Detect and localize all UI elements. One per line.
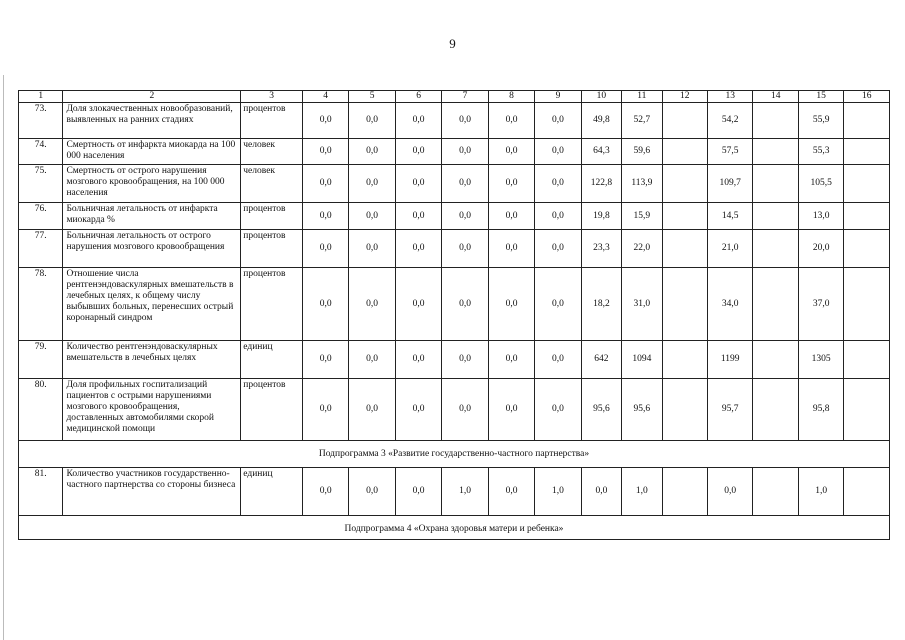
value-cell — [753, 139, 798, 165]
value-cell: 0,0 — [395, 268, 441, 341]
table-row — [19, 468, 890, 516]
column-number: 6 — [395, 91, 441, 103]
value-cell: 0,0 — [302, 203, 348, 230]
value-cell: 0,0 — [349, 341, 395, 379]
value-cell: 15,9 — [622, 203, 662, 230]
value-cell — [662, 165, 707, 203]
value-cell: 95,8 — [798, 379, 843, 441]
value-cell: 57,5 — [708, 139, 753, 165]
value-cell: 0,0 — [488, 379, 534, 441]
column-number: 14 — [753, 91, 798, 103]
value-cell: 0,0 — [395, 230, 441, 268]
value-cell: 0,0 — [488, 468, 534, 516]
column-number: 8 — [488, 91, 534, 103]
unit: единиц — [241, 341, 303, 379]
value-cell: 0,0 — [535, 268, 581, 341]
column-number: 1 — [19, 91, 63, 103]
value-cell — [753, 468, 798, 516]
value-cell: 122,8 — [581, 165, 621, 203]
table-row — [19, 139, 890, 165]
value-cell — [662, 139, 707, 165]
value-cell: 95,6 — [581, 379, 621, 441]
value-cell: 0,0 — [395, 203, 441, 230]
unit: процентов — [241, 230, 303, 268]
column-number: 7 — [442, 91, 488, 103]
value-cell: 0,0 — [535, 139, 581, 165]
value-cell: 55,9 — [798, 103, 843, 139]
value-cell: 18,2 — [581, 268, 621, 341]
value-cell — [662, 341, 707, 379]
value-cell: 0,0 — [488, 103, 534, 139]
value-cell — [753, 379, 798, 441]
value-cell — [844, 203, 890, 230]
indicator-name: Больничная летальность от инфаркта миокарда % — [63, 203, 241, 230]
value-cell: 0,0 — [395, 103, 441, 139]
indicator-name: Доля профильных госпитализаций пациентов с острыми нарушениями мозгового кровообращения, доставленных автомобилями скорой медицинской помощи — [63, 379, 241, 441]
unit: процентов — [241, 103, 303, 139]
value-cell: 0,0 — [488, 165, 534, 203]
value-cell — [662, 230, 707, 268]
value-cell — [844, 139, 890, 165]
table-row — [19, 268, 890, 341]
subprogram-row — [19, 441, 890, 468]
value-cell: 0,0 — [535, 379, 581, 441]
value-cell: 0,0 — [302, 103, 348, 139]
indicator-name: Отношение числа рентгенэндоваскулярных вмешательств в лечебных целях, к общему числу выбывших больных, перенесших острый коронарный синдром — [63, 268, 241, 341]
value-cell: 0,0 — [395, 379, 441, 441]
column-number: 13 — [708, 91, 753, 103]
left-margin-rule — [3, 75, 4, 640]
subprogram-title: Подпрограмма 3 «Развитие государственно-частного партнерства» — [19, 441, 890, 468]
indicator-name: Больничная летальность от острого нарушения мозгового кровообращения — [63, 230, 241, 268]
indicator-name: Смертность от инфаркта миокарда на 100 000 населения — [63, 139, 241, 165]
value-cell: 1,0 — [798, 468, 843, 516]
column-number: 2 — [63, 91, 241, 103]
column-number: 11 — [622, 91, 662, 103]
value-cell: 0,0 — [349, 103, 395, 139]
value-cell — [844, 103, 890, 139]
column-numbers-row — [19, 91, 890, 103]
value-cell — [662, 379, 707, 441]
unit: единиц — [241, 468, 303, 516]
value-cell — [753, 203, 798, 230]
value-cell — [753, 268, 798, 341]
row-number: 78. — [19, 268, 63, 341]
value-cell: 0,0 — [349, 165, 395, 203]
value-cell: 95,7 — [708, 379, 753, 441]
indicator-name: Количество рентгенэндоваскулярных вмешательств в лечебных целях — [63, 341, 241, 379]
value-cell — [844, 379, 890, 441]
value-cell — [753, 341, 798, 379]
value-cell: 0,0 — [395, 165, 441, 203]
value-cell — [753, 165, 798, 203]
table-row — [19, 230, 890, 268]
row-number: 77. — [19, 230, 63, 268]
value-cell: 13,0 — [798, 203, 843, 230]
column-number: 10 — [581, 91, 621, 103]
value-cell: 0,0 — [349, 203, 395, 230]
value-cell — [844, 230, 890, 268]
value-cell: 0,0 — [488, 230, 534, 268]
value-cell: 0,0 — [302, 468, 348, 516]
value-cell: 64,3 — [581, 139, 621, 165]
value-cell: 0,0 — [535, 230, 581, 268]
value-cell — [844, 165, 890, 203]
table-row — [19, 341, 890, 379]
value-cell: 0,0 — [442, 139, 488, 165]
row-number: 80. — [19, 379, 63, 441]
value-cell: 23,3 — [581, 230, 621, 268]
value-cell: 0,0 — [708, 468, 753, 516]
subprogram-title: Подпрограмма 4 «Охрана здоровья матери и ребенка» — [19, 516, 890, 540]
value-cell: 105,5 — [798, 165, 843, 203]
unit: человек — [241, 165, 303, 203]
value-cell — [753, 103, 798, 139]
value-cell: 0,0 — [349, 268, 395, 341]
row-number: 75. — [19, 165, 63, 203]
value-cell: 0,0 — [302, 139, 348, 165]
value-cell: 49,8 — [581, 103, 621, 139]
column-number: 12 — [662, 91, 707, 103]
value-cell: 0,0 — [442, 103, 488, 139]
value-cell — [844, 468, 890, 516]
column-number: 9 — [535, 91, 581, 103]
value-cell: 0,0 — [488, 139, 534, 165]
column-number: 15 — [798, 91, 843, 103]
value-cell: 22,0 — [622, 230, 662, 268]
indicator-name: Доля злокачественных новообразований, выявленных на ранних стадиях — [63, 103, 241, 139]
value-cell — [662, 468, 707, 516]
value-cell: 21,0 — [708, 230, 753, 268]
value-cell: 19,8 — [581, 203, 621, 230]
value-cell — [844, 268, 890, 341]
value-cell: 0,0 — [581, 468, 621, 516]
value-cell: 52,7 — [622, 103, 662, 139]
value-cell: 1199 — [708, 341, 753, 379]
row-number: 76. — [19, 203, 63, 230]
value-cell: 0,0 — [442, 341, 488, 379]
unit: процентов — [241, 203, 303, 230]
value-cell: 0,0 — [349, 230, 395, 268]
value-cell: 31,0 — [622, 268, 662, 341]
value-cell: 0,0 — [535, 341, 581, 379]
value-cell: 113,9 — [622, 165, 662, 203]
table-row — [19, 203, 890, 230]
value-cell — [844, 341, 890, 379]
value-cell — [662, 103, 707, 139]
value-cell: 0,0 — [349, 139, 395, 165]
value-cell: 642 — [581, 341, 621, 379]
value-cell: 0,0 — [302, 379, 348, 441]
value-cell: 0,0 — [488, 341, 534, 379]
value-cell: 0,0 — [535, 165, 581, 203]
value-cell: 0,0 — [488, 268, 534, 341]
value-cell: 0,0 — [488, 203, 534, 230]
row-number: 81. — [19, 468, 63, 516]
value-cell: 1,0 — [535, 468, 581, 516]
table-row — [19, 379, 890, 441]
value-cell: 14,5 — [708, 203, 753, 230]
value-cell: 0,0 — [302, 268, 348, 341]
table-row — [19, 103, 890, 139]
column-number: 16 — [844, 91, 890, 103]
value-cell: 1,0 — [622, 468, 662, 516]
value-cell: 0,0 — [302, 165, 348, 203]
value-cell: 0,0 — [442, 203, 488, 230]
value-cell: 0,0 — [395, 139, 441, 165]
value-cell: 0,0 — [349, 468, 395, 516]
value-cell: 0,0 — [535, 103, 581, 139]
value-cell: 0,0 — [302, 230, 348, 268]
value-cell: 55,3 — [798, 139, 843, 165]
table-row — [19, 165, 890, 203]
unit: человек — [241, 139, 303, 165]
value-cell: 0,0 — [442, 379, 488, 441]
value-cell: 20,0 — [798, 230, 843, 268]
value-cell: 37,0 — [798, 268, 843, 341]
value-cell: 0,0 — [302, 341, 348, 379]
value-cell: 1305 — [798, 341, 843, 379]
subprogram-row — [19, 516, 890, 540]
row-number: 74. — [19, 139, 63, 165]
indicator-name: Количество участников государственно-частного партнерства со стороны бизнеса — [63, 468, 241, 516]
value-cell — [662, 268, 707, 341]
indicator-name: Смертность от острого нарушения мозгового кровообращения, на 100 000 населения — [63, 165, 241, 203]
column-number: 4 — [302, 91, 348, 103]
value-cell — [753, 230, 798, 268]
row-number: 73. — [19, 103, 63, 139]
unit: процентов — [241, 379, 303, 441]
value-cell: 95,6 — [622, 379, 662, 441]
value-cell: 34,0 — [708, 268, 753, 341]
value-cell: 109,7 — [708, 165, 753, 203]
indicators-table — [18, 90, 890, 540]
column-number: 5 — [349, 91, 395, 103]
value-cell: 0,0 — [395, 468, 441, 516]
value-cell: 1094 — [622, 341, 662, 379]
unit: процентов — [241, 268, 303, 341]
page-number: 9 — [449, 36, 456, 51]
value-cell — [662, 203, 707, 230]
value-cell: 0,0 — [535, 203, 581, 230]
column-number: 3 — [241, 91, 303, 103]
value-cell: 54,2 — [708, 103, 753, 139]
value-cell: 59,6 — [622, 139, 662, 165]
value-cell: 0,0 — [395, 341, 441, 379]
row-number: 79. — [19, 341, 63, 379]
value-cell: 0,0 — [349, 379, 395, 441]
value-cell: 0,0 — [442, 268, 488, 341]
value-cell: 1,0 — [442, 468, 488, 516]
value-cell: 0,0 — [442, 230, 488, 268]
value-cell: 0,0 — [442, 165, 488, 203]
